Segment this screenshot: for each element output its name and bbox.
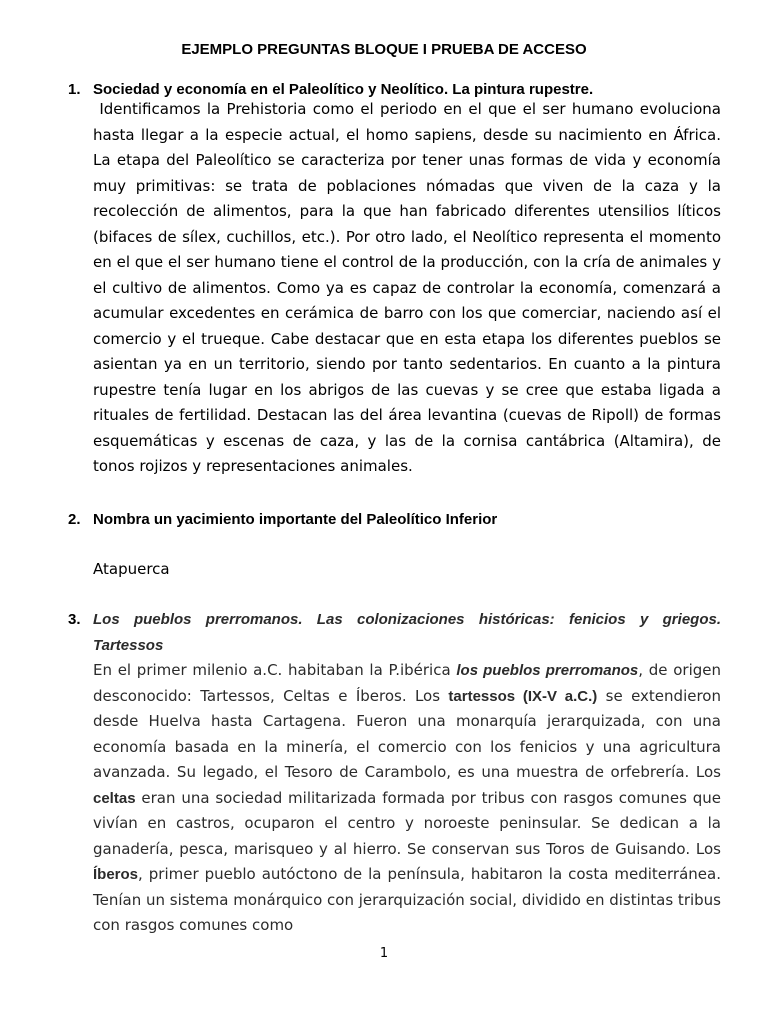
question-3-answer	[93, 658, 721, 939]
question-2-heading: Nombra un yacimiento importante del Paleolítico Inferior	[93, 511, 498, 528]
question-2-number: 2.	[68, 511, 81, 528]
question-2-answer: Atapuerca	[93, 560, 170, 578]
emphasis-pueblos-prerromanos: los pueblos prerromanos	[456, 662, 639, 679]
question-1-answer: Identificamos la Prehistoria como el periodo en el que el ser humano evoluciona hasta llegar a la especie actual, el homo sapiens, desde su nacimiento en África. La etapa del Paleolítico se caracteriza por tener unas formas de vida y economía muy primitivas: se trata de poblaciones nómadas que viven de la caza y la recolección de alimentos, para la que han fabricado diferentes utensilios líticos (bifaces de sílex, cuchillos, etc.). Por otro lado, el Neolítico representa el momento en el que el ser humano tiene el control de la producción, con la cría de animales y el cultivo de alimentos. Como ya es capaz de controlar la economía, comenzará a acumular excedentes en cerámica de barro con los que comerciar, naciendo así el comercio y el trueque. Cabe destacar que en esta etapa los diferentes pueblos se asientan ya en un territorio, siendo por tanto sedentarios. En cuanto a la pintura rupestre tenía lugar en los abrigos de las cuevas y se cree que estaba ligada a rituales de fertilidad. Destacan las del área levantina (cuevas de Ripoll) de formas esquemáticas y escenas de caza, y las de la cornisa cantábrica (Altamira), de tonos rojizos y representaciones animales.	[93, 100, 726, 475]
emphasis-tartessos: tartessos (IX-V a.C.)	[448, 687, 598, 705]
question-1-heading: Sociedad y economía en el Paleolítico y Neolítico. La pintura rupestre.	[93, 81, 594, 98]
emphasis-celtas: celtas	[93, 789, 136, 807]
page-number: 1	[379, 946, 389, 961]
answer-text-run: eran una sociedad militarizada formada por tribus con rasgos comunes que vivían en castros, ocuparon el centro y noroeste peninsular. Se dedican a la ganadería, pesca, marisqueo y al hierro. Se conservan sus Toros de Guisando. Los	[93, 788, 721, 858]
answer-text-run: , primer pueblo autóctono de la península, habitaron la costa mediterránea. Tenían un sistema monárquico con jerarquización social, dividido en distintas tribus con rasgos comunes como	[93, 865, 721, 934]
answer-text-run: se extendieron desde Huelva hasta Cartagena. Fueron una monarquía jerarquizada, con una economía basada en la minería, el comercio con los fenicios y una agricultura avanzada. Su legado, el Tesoro de Carambolo, es una muestra de orfebrería. Los	[93, 686, 721, 781]
question-3-heading-line-1: Los pueblos prerromanos. Las colonizaciones históricas: fenicios y griegos.	[93, 611, 721, 628]
question-3-number: 3.	[68, 611, 81, 628]
document-title: EJEMPLO PREGUNTAS BLOQUE I PRUEBA DE ACCESO	[181, 41, 587, 58]
emphasis-iberos: Íberos	[93, 866, 139, 883]
question-1-number: 1.	[68, 81, 81, 98]
question-3-heading-line-2: Tartessos	[93, 637, 164, 654]
answer-text-run: , de origen desconocido: Tartessos, Celtas e Íberos. Los	[93, 661, 721, 705]
answer-text-run: En el primer milenio a.C. habitaban la P.ibérica	[93, 661, 457, 679]
